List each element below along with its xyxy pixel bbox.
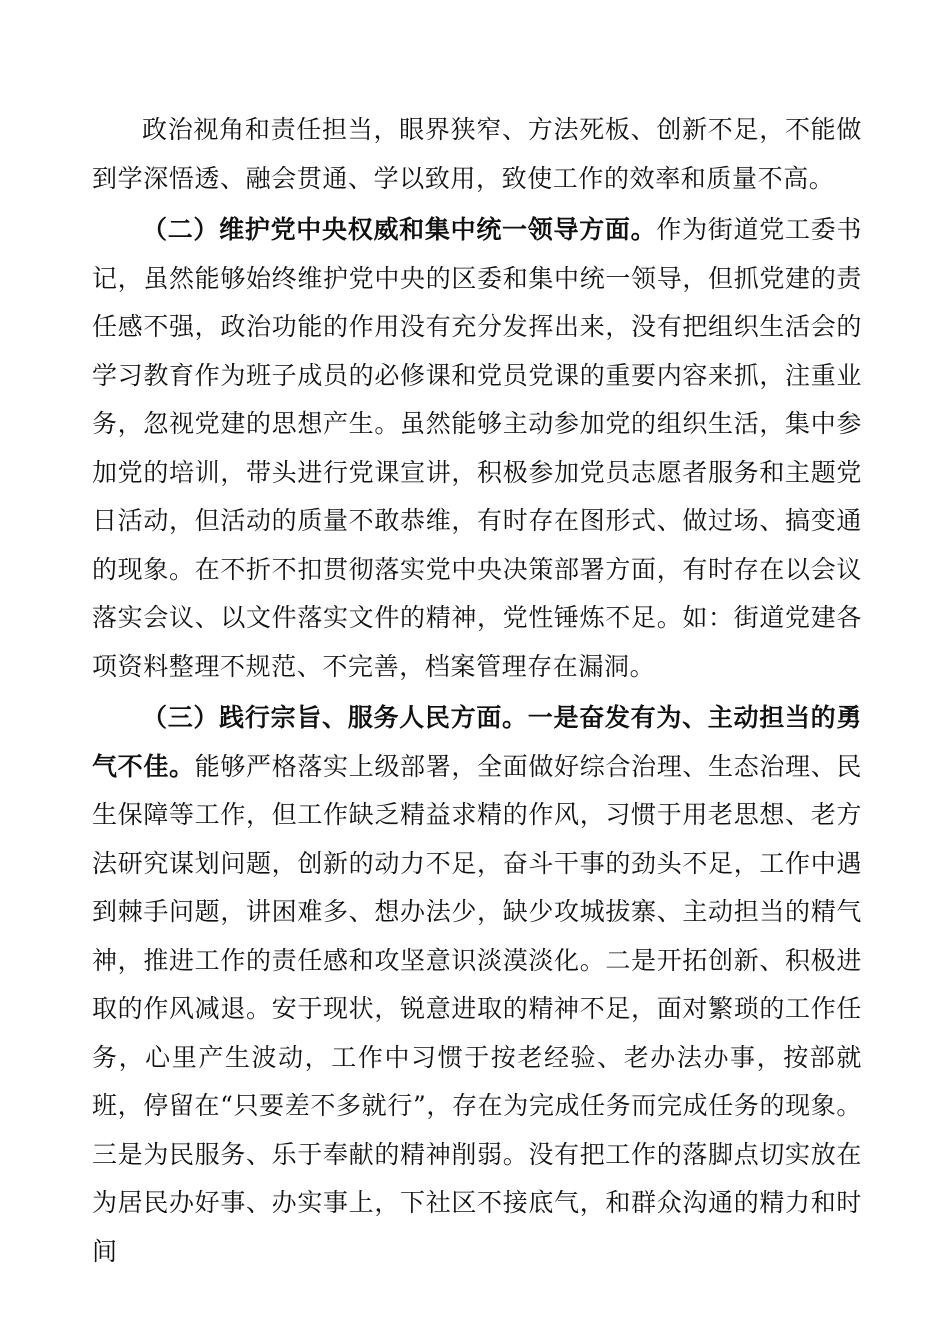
paragraph-3-text: 能够严格落实上级部署，全面做好综合治理、生态治理、民生保障等工作，但工作缺乏精益求精的作风，习惯于用老思想、老方法研究谋划问题，创新的动力不足，奋斗干事的劲头不足，工作中遇到棘手问题，讲困难多、想办法少，缺少攻城拔寨、主动担当的精气神，推进工作的责任感和攻坚意识淡漠淡化。二是开拓创新、积极进取的作风减退。安于现状，锐意进取的精神不足，面对繁琐的工作任务，心里产生波动，工作中习惯于按老经验、老办法办事，按部就班，停留在“只要差不多就行”，存在为完成任务而完成任务的现象。三是为民服务、乐于奉献的精神削弱。没有把工作的落脚点切实放在为居民办好事、办实事上，下社区不接底气，和群众沟通的精力和时间 bbox=[92, 751, 863, 1266]
paragraph-3 bbox=[92, 694, 862, 1276]
paragraph-2 bbox=[92, 206, 862, 691]
paragraph-1 bbox=[92, 106, 862, 203]
paragraph-2-bold-lead: （二）维护党中央权威和集中统一领导方面。 bbox=[142, 215, 657, 244]
paragraph-3-bold-lead: （三）践行宗旨、服务人民方面。一是奋发有为、主动担当的勇气不佳。 bbox=[92, 703, 862, 781]
paragraph-2-text: 作为街道党工委书记，虽然能够始终维护党中央的区委和集中统一领导，但抓党建的责任感不强，政治功能的作用没有充分发挥出来，没有把组织生活会的学习教育作为班子成员的必修课和党员党课的重要内容来抓，注重业务，忽视党建的思想产生。虽然能够主动参加党的组织生活，集中参加党的培训，带头进行党课宣讲，积极参加党员志愿者服务和主题党日活动，但活动的质量不敢恭维，有时存在图形式、做过场、搞变通的现象。在不折不扣贯彻落实党中央决策部署方面，有时存在以会议落实会议、以文件落实文件的精神，党性锤炼不足。如：街道党建各项资料整理不规范、不完善，档案管理存在漏洞。 bbox=[92, 215, 862, 681]
document-body bbox=[92, 106, 862, 1276]
paragraph-1-text: 政治视角和责任担当，眼界狭窄、方法死板、创新不足，不能做到学深悟透、融会贯通、学以致用，致使工作的效率和质量不高。 bbox=[92, 115, 862, 193]
